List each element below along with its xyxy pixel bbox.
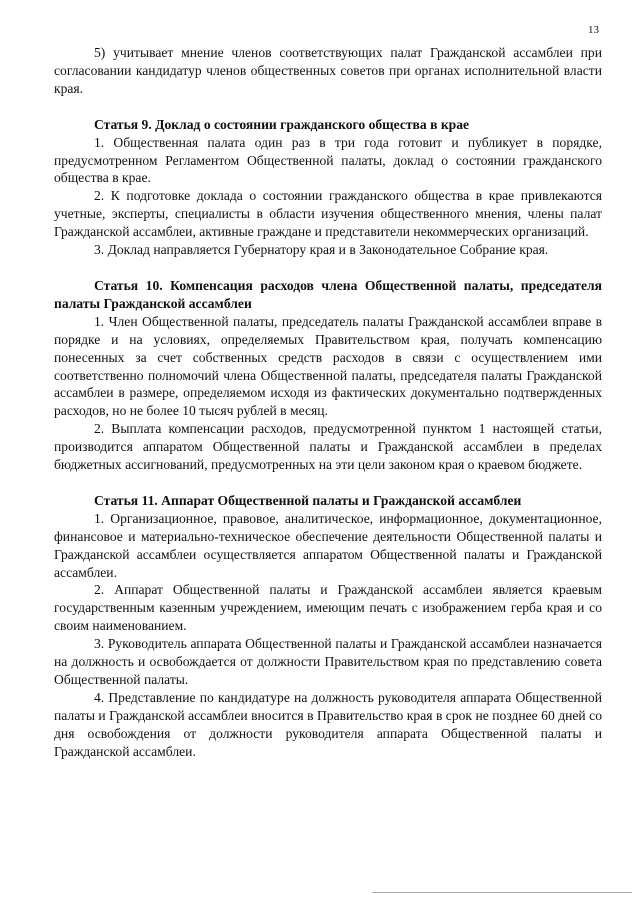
article-9-paragraph-2: 2. К подготовке доклада о состоянии гражданского общества в крае привлекаются учетные, эксперты, специалисты в области изучения общественного мнения, члены палат Гражданской ассамблеи, активные граждане и представители некоммерческих организаций. (54, 188, 602, 240)
article-11-paragraph-1: 1. Организационное, правовое, аналитическое, информационное, документационное, финансовое и материально-техническое обеспечение деятельности Общественной палаты и Гражданской ассамблеи осуществляется аппаратом Общественной палаты и Гражданской ассамблеи. (54, 510, 602, 580)
article-9-paragraph-1: 1. Общественная палата один раз в три года готовит и публикует в порядке, предусмотренном Регламентом Общественной палаты, доклад о состоянии гражданского общества в крае. (54, 134, 602, 186)
section-gap (54, 259, 602, 277)
article-10-heading: Статья 10. Компенсация расходов члена Общественной палаты, председателя палаты Гражданской ассамблеи (54, 277, 602, 311)
article-10-paragraph-1: 1. Член Общественной палаты, председатель палаты Гражданской ассамблеи вправе в порядке и на условиях, определяемых Правительством края, получать компенсацию понесенных за счет собственных средств расходов в связи с осуществлением ими соответственно полномочий члена Общественной палаты, председателя палаты Гражданской ассамблеи в размере, определяемом исходя из фактических документально подтвержденных расходов, но не более 10 тысяч рублей в месяц. (54, 313, 602, 419)
article-10-paragraph-2: 2. Выплата компенсации расходов, предусмотренной пунктом 1 настоящей статьи, производится аппаратом Общественной палаты и Гражданской ассамблеи в пределах бюджетных ассигнований, предусмотренных на эти цели законом края о краевом бюджете. (54, 421, 602, 473)
footer-rule (372, 892, 632, 893)
intro-paragraph: 5) учитывает мнение членов соответствующих палат Гражданской ассамблеи при согласовании кандидатур членов общественных советов при органах исполнительной власти края. (54, 45, 602, 96)
article-11-paragraph-4: 4. Представление по кандидатуре на должность руководителя аппарата Общественной палаты и Гражданской ассамблеи вносится в Правительство края в срок не позднее 60 дней со дня освобождения от должности руководителя аппарата Общественной палаты и Гражданской ассамблеи. (54, 689, 602, 759)
article-9-paragraph-3: 3. Доклад направляется Губернатору края и в Законодательное Собрание края. (94, 242, 549, 258)
article-11-paragraph-2: 2. Аппарат Общественной палаты и Гражданской ассамблеи является краевым государственным казенным учреждением, имеющим печать с изображением герба края и со своим наименованием. (54, 582, 602, 634)
document-body (54, 44, 602, 761)
page-number: 13 (588, 24, 599, 36)
article-9-heading: Статья 9. Доклад о состоянии гражданского общества в крае (94, 116, 470, 132)
section-gap (54, 98, 602, 116)
article-11-paragraph-3: 3. Руководитель аппарата Общественной палаты и Гражданской ассамблеи назначается на должность и освобождается от должности Правительством края по представлению совета Общественной палаты. (54, 636, 602, 687)
section-gap (54, 474, 602, 492)
article-11-heading: Статья 11. Аппарат Общественной палаты и Гражданской ассамблеи (94, 492, 522, 508)
